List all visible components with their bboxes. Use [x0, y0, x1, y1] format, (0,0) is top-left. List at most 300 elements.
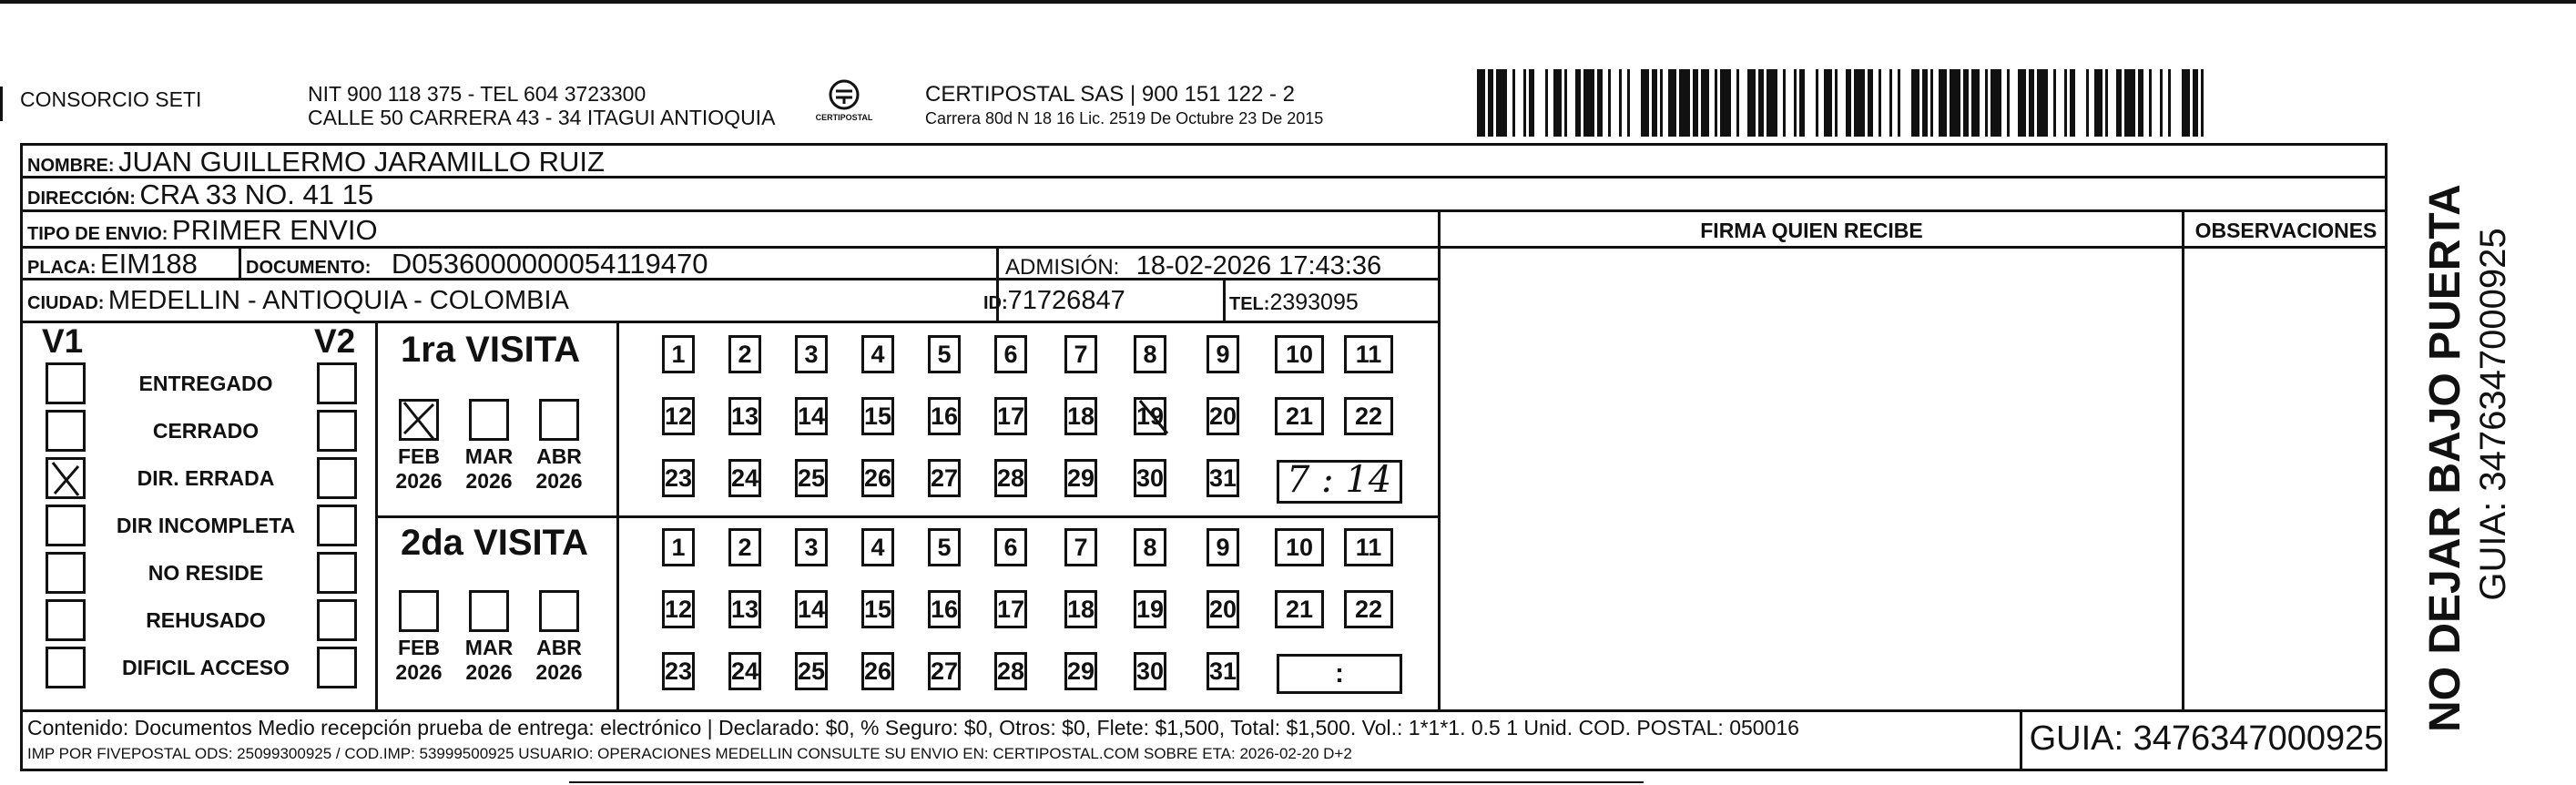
documento-value: D0536000000054119470: [391, 248, 708, 280]
barcode-bar: [1991, 69, 2001, 137]
day-box[interactable]: [994, 652, 1027, 690]
day-box[interactable]: [1064, 397, 1097, 435]
day-box[interactable]: [728, 335, 761, 373]
day-box[interactable]: [1207, 459, 1239, 497]
barcode-bar: [1767, 69, 1777, 137]
day-box[interactable]: [795, 335, 828, 373]
v2-checkbox[interactable]: [317, 457, 357, 499]
barcode-bar: [2018, 69, 2026, 137]
barcode-bar: [2007, 69, 2010, 137]
barcode-bar: [1488, 69, 1493, 137]
barcode-bar: [1971, 69, 1980, 137]
barcode-bar: [1720, 69, 1731, 137]
license-line: Carrera 80d N 18 16 Lic. 2519 De Octubre 23 De 2015: [925, 109, 1324, 127]
placa-row: [27, 248, 198, 280]
day-box[interactable]: [1344, 397, 1393, 435]
barcode-bar: [1575, 69, 1581, 137]
reason-label: ENTREGADO: [138, 372, 273, 395]
barcode-bar: [1879, 69, 1881, 137]
reason-label: DIR. ERRADA: [137, 466, 275, 490]
day-number: 19: [1136, 596, 1165, 623]
row-line: [1439, 246, 2388, 249]
month-checkbox[interactable]: [539, 399, 579, 441]
day-number: 4: [871, 534, 885, 561]
day-box[interactable]: [662, 335, 695, 373]
barcode-bar: [1545, 69, 1548, 137]
day-box[interactable]: [662, 652, 695, 690]
day-box[interactable]: [928, 335, 961, 373]
day-box[interactable]: [728, 397, 761, 435]
barcode: [1477, 69, 2211, 137]
barcode-bar: [1679, 69, 1690, 137]
day-number: 17: [997, 403, 1025, 430]
side-warning: NO DEJAR BAJO PUERTA: [2421, 184, 2469, 732]
barcode-bar: [2116, 69, 2122, 137]
barcode-bar: [1619, 69, 1622, 137]
day-number: 7: [1074, 341, 1088, 368]
day-number: 6: [1003, 534, 1018, 561]
day-box[interactable]: [994, 590, 1027, 628]
barcode-bar: [2201, 69, 2204, 137]
first-visit-title: 1ra VISITA: [401, 330, 581, 370]
day-box[interactable]: [1344, 590, 1393, 628]
day-mark-icon: [1136, 397, 1173, 439]
barcode-bar: [1963, 69, 1969, 137]
day-box[interactable]: [1207, 528, 1239, 566]
day-box[interactable]: [928, 652, 961, 690]
day-box[interactable]: [1275, 335, 1324, 373]
barcode-bar: [1608, 69, 1611, 137]
barcode-bar: [2160, 69, 2163, 137]
day-box[interactable]: [1275, 397, 1324, 435]
month-label: [387, 636, 451, 685]
day-box[interactable]: [861, 459, 894, 497]
day-number: 16: [931, 403, 959, 430]
barcode-bar: [1512, 69, 1515, 137]
reason-label: REHUSADO: [146, 608, 266, 632]
day-number: 10: [1285, 341, 1314, 368]
barcode-bar: [1553, 69, 1562, 137]
day-number: 30: [1136, 658, 1165, 685]
day-number: 9: [1216, 341, 1230, 368]
day-box[interactable]: [1275, 590, 1324, 628]
bottom-line: [569, 781, 1644, 783]
barcode-bar: [2149, 69, 2152, 137]
day-number: 10: [1285, 534, 1314, 561]
barcode-bar: [2037, 69, 2048, 137]
nombre-row: [27, 146, 605, 178]
barcode-bar: [1922, 69, 1928, 137]
v2-header: V2: [314, 322, 356, 360]
day-number: 24: [731, 464, 759, 492]
barcode-bar: [1950, 69, 1960, 137]
documento-row: [246, 248, 708, 280]
day-number: 14: [798, 596, 826, 623]
v1-checkbox[interactable]: [46, 505, 86, 546]
first-visit-time-box[interactable]: [1277, 460, 1402, 504]
row-line: [20, 209, 2388, 212]
day-number: 9: [1216, 534, 1230, 561]
barcode-bar: [2064, 69, 2067, 137]
day-box[interactable]: [1344, 335, 1393, 373]
logo-text: CERTIPOSTAL: [815, 113, 873, 122]
day-number: 2: [738, 534, 752, 561]
day-box[interactable]: [795, 528, 828, 566]
day-box[interactable]: [994, 335, 1027, 373]
day-number: 12: [665, 403, 693, 430]
v1-checkbox[interactable]: [46, 410, 86, 452]
barcode-bar: [1583, 69, 1594, 137]
day-number: 31: [1209, 658, 1237, 685]
check-mark-icon: [399, 399, 439, 441]
day-box[interactable]: [662, 590, 695, 628]
day-number: 28: [997, 658, 1025, 685]
barcode-bar: [1854, 69, 1865, 137]
barcode-bar: [1564, 69, 1567, 137]
month-name: MAR: [464, 636, 514, 659]
day-box[interactable]: [795, 459, 828, 497]
barcode-bar: [1985, 69, 1988, 137]
barcode-bar: [2053, 69, 2056, 137]
direccion-value: CRA 33 NO. 41 15: [139, 178, 374, 210]
row-line: [377, 515, 1440, 518]
v2-checkbox[interactable]: [317, 410, 357, 452]
month-name: MAR: [464, 444, 514, 468]
day-box[interactable]: [1064, 335, 1097, 373]
day-number: 8: [1143, 341, 1157, 368]
month-year: 2026: [395, 660, 443, 684]
day-number: 19: [1136, 403, 1165, 430]
day-number: 26: [864, 658, 892, 685]
day-number: 15: [864, 403, 892, 430]
documento-label: DOCUMENTO:: [246, 258, 372, 278]
direccion-label: DIRECCIÓN:: [27, 189, 136, 209]
barcode-bar: [1477, 69, 1485, 137]
day-number: 18: [1067, 596, 1095, 623]
month-year: 2026: [535, 660, 583, 684]
month-checkbox[interactable]: [469, 590, 509, 632]
barcode-bar: [1641, 69, 1649, 137]
day-box[interactable]: [861, 335, 894, 373]
barcode-bar: [1668, 69, 1676, 137]
day-box[interactable]: [1207, 397, 1239, 435]
day-box[interactable]: [1134, 528, 1166, 566]
barcode-bar: [1627, 69, 1630, 137]
day-number: 21: [1285, 403, 1314, 430]
barcode-bar: [2168, 69, 2171, 137]
day-box[interactable]: [861, 397, 894, 435]
v1-header: V1: [42, 322, 84, 360]
barcode-bar: [1898, 69, 1900, 137]
barcode-bar: [1758, 69, 1764, 137]
day-box[interactable]: [728, 590, 761, 628]
nit-line: NIT 900 118 375 - TEL 604 3723300: [308, 82, 647, 106]
v1-checkbox[interactable]: [46, 457, 86, 499]
day-number: 2: [738, 341, 752, 368]
certipostal-logo: [812, 78, 876, 129]
day-number: 11: [1355, 341, 1382, 368]
month-label: [527, 444, 591, 494]
direccion-row: [27, 178, 373, 211]
month-name: ABR: [536, 636, 582, 659]
barcode-bar: [2105, 69, 2108, 137]
barcode-bar: [1816, 69, 1818, 137]
month-checkbox[interactable]: [469, 399, 509, 441]
day-number: 24: [731, 658, 759, 685]
barcode-bar: [1736, 69, 1739, 137]
v1-checkbox[interactable]: [46, 552, 86, 594]
admision-label: ADMISIÓN:: [1005, 255, 1120, 280]
second-visit-time-box[interactable]: [1277, 654, 1402, 694]
nombre-value: JUAN GUILLERMO JARAMILLO RUIZ: [118, 146, 605, 178]
day-number: 22: [1354, 403, 1383, 430]
day-number: 23: [665, 658, 693, 685]
col-line: [2020, 709, 2022, 771]
month-checkbox[interactable]: [399, 590, 439, 632]
month-name: ABR: [536, 444, 582, 468]
day-box[interactable]: [1134, 652, 1166, 690]
barcode-bar: [1824, 69, 1832, 137]
day-number: 3: [804, 341, 819, 368]
barcode-bar: [1496, 69, 1507, 137]
day-box[interactable]: [861, 528, 894, 566]
barcode-bar: [2086, 69, 2089, 137]
day-box[interactable]: [795, 652, 828, 690]
ciudad-label: CIUDAD:: [27, 293, 105, 313]
day-box[interactable]: [795, 590, 828, 628]
day-number: 29: [1067, 464, 1095, 492]
barcode-bar: [2193, 69, 2198, 137]
second-visit-title: 2da VISITA: [401, 523, 588, 563]
tipo-label: TIPO DE ENVIO:: [27, 224, 168, 244]
second-visit-time-separator: :: [1335, 658, 1344, 688]
barcode-bar: [1794, 69, 1797, 137]
day-number: 25: [798, 464, 826, 492]
day-number: 31: [1209, 464, 1237, 492]
tel-row: [1229, 290, 1359, 316]
day-box[interactable]: [994, 459, 1027, 497]
day-box[interactable]: [928, 397, 961, 435]
day-box[interactable]: [1207, 590, 1239, 628]
barcode-bar: [1715, 69, 1717, 137]
month-name: FEB: [398, 444, 440, 468]
first-visit-time: 7 : 14: [1287, 459, 1392, 501]
barcode-bar: [2124, 69, 2135, 137]
day-box[interactable]: [928, 528, 961, 566]
day-number: 15: [864, 596, 892, 623]
barcode-bar: [1529, 69, 1534, 137]
day-number: 4: [871, 341, 885, 368]
day-number: 13: [731, 596, 759, 623]
day-number: 18: [1067, 403, 1095, 430]
barcode-bar: [1597, 69, 1603, 137]
address-line: CALLE 50 CARRERA 43 - 34 ITAGUI ANTIOQUIA: [308, 106, 776, 129]
month-year: 2026: [465, 660, 513, 684]
v1-checkbox[interactable]: [46, 599, 86, 641]
barcode-bar: [2138, 69, 2143, 137]
day-number: 14: [798, 403, 826, 430]
id-label: ID:: [983, 293, 1008, 313]
barcode-bar: [1846, 69, 1851, 137]
row-line: [20, 321, 1441, 323]
barcode-bar: [1799, 69, 1805, 137]
tel-label: TEL:: [1229, 294, 1270, 314]
day-box[interactable]: [1134, 397, 1166, 435]
top-border: [0, 0, 2576, 4]
tipo-row: [27, 214, 378, 247]
left-edge: [0, 87, 3, 121]
tipo-value: PRIMER ENVIO: [171, 214, 378, 246]
day-box[interactable]: [728, 459, 761, 497]
col-line: [1223, 278, 1226, 322]
day-number: 26: [864, 464, 892, 492]
day-number: 8: [1143, 534, 1157, 561]
barcode-bar: [1889, 69, 1892, 137]
reason-label: CERRADO: [152, 419, 260, 443]
day-number: 11: [1355, 534, 1382, 561]
day-box[interactable]: [1134, 590, 1166, 628]
month-year: 2026: [395, 469, 443, 493]
v2-checkbox[interactable]: [317, 362, 357, 404]
reason-label: NO RESIDE: [148, 561, 264, 585]
barcode-bar: [1911, 69, 1919, 137]
day-box[interactable]: [1344, 528, 1393, 566]
id-value: 71726847: [1007, 286, 1125, 315]
barcode-bar: [1835, 69, 1838, 137]
barcode-bar: [1701, 69, 1709, 137]
day-box[interactable]: [1064, 590, 1097, 628]
day-number: 20: [1209, 403, 1237, 430]
month-year: 2026: [465, 469, 513, 493]
day-box[interactable]: [728, 528, 761, 566]
day-box[interactable]: [1064, 459, 1097, 497]
day-number: 16: [931, 596, 959, 623]
barcode-bar: [1868, 69, 1873, 137]
day-number: 23: [665, 464, 693, 492]
month-label: [527, 636, 591, 685]
day-box[interactable]: [662, 459, 695, 497]
day-number: 7: [1074, 534, 1088, 561]
barcode-bar: [1747, 69, 1756, 137]
barcode-bar: [1652, 69, 1657, 137]
barcode-bar: [2070, 69, 2075, 137]
day-box[interactable]: [928, 590, 961, 628]
month-year: 2026: [535, 469, 583, 493]
day-box[interactable]: [1207, 652, 1239, 690]
company-name: CONSORCIO SETI: [20, 87, 202, 111]
day-box[interactable]: [861, 652, 894, 690]
day-number: 20: [1209, 596, 1237, 623]
barcode-bar: [1930, 69, 1933, 137]
placa-value: EIM188: [100, 248, 198, 280]
month-label: [457, 636, 521, 685]
day-number: 6: [1003, 341, 1018, 368]
barcode-bar: [1783, 69, 1786, 137]
tel-value: 2393095: [1269, 290, 1359, 315]
day-number: 3: [804, 534, 819, 561]
barcode-bar: [1523, 69, 1526, 137]
day-box[interactable]: [1064, 652, 1097, 690]
day-number: 22: [1354, 596, 1383, 623]
v1-checkbox[interactable]: [46, 362, 86, 404]
check-mark-icon: [46, 457, 86, 499]
day-box[interactable]: [1134, 459, 1166, 497]
id-row: [983, 286, 1125, 316]
day-box[interactable]: [1207, 335, 1239, 373]
day-box[interactable]: [662, 397, 695, 435]
footer-guia: GUIA: 3476347000925: [2029, 719, 2384, 758]
month-label: [387, 444, 451, 494]
barcode-bar: [1660, 69, 1663, 137]
admision-row: [1005, 251, 1381, 281]
month-checkbox[interactable]: [399, 399, 439, 441]
nombre-label: NOMBRE:: [27, 156, 115, 176]
day-box[interactable]: [1134, 335, 1166, 373]
barcode-bar: [1939, 69, 1947, 137]
imp-line: IMP POR FIVEPOSTAL ODS: 25099300925 / COD.IMP: 53999500925 USUARIO: OPERACIONES MEDELLIN CONSULTE SU ENVIO EN: CERTIPOSTAL.COM SOBRE ETA: 2026-02-20 D+2: [27, 745, 1352, 762]
day-box[interactable]: [1064, 528, 1097, 566]
day-number: 1: [671, 534, 686, 561]
day-number: 5: [937, 341, 952, 368]
day-number: 27: [931, 658, 959, 685]
day-number: 5: [937, 534, 952, 561]
month-checkbox[interactable]: [539, 590, 579, 632]
day-box[interactable]: [994, 528, 1027, 566]
day-number: 29: [1067, 658, 1095, 685]
day-number: 27: [931, 464, 959, 492]
day-box[interactable]: [728, 652, 761, 690]
day-number: 1: [671, 341, 686, 368]
v2-checkbox[interactable]: [317, 505, 357, 546]
ciudad-row: [27, 286, 569, 316]
admision-value: 18-02-2026 17:43:36: [1135, 251, 1382, 280]
col-line: [1438, 211, 1441, 710]
day-box[interactable]: [795, 397, 828, 435]
v2-checkbox[interactable]: [317, 552, 357, 594]
col-line: [239, 246, 241, 280]
reason-label: DIR INCOMPLETA: [116, 514, 296, 537]
day-number: 28: [997, 464, 1025, 492]
barcode-bar: [2182, 69, 2190, 137]
day-number: 21: [1285, 596, 1314, 623]
day-number: 25: [798, 658, 826, 685]
ciudad-value: MEDELLIN - ANTIOQUIA - COLOMBIA: [107, 286, 569, 315]
observaciones-label: OBSERVACIONES: [2194, 219, 2377, 242]
barcode-bar: [1693, 69, 1698, 137]
firma-label: FIRMA QUIEN RECIBE: [1700, 219, 1923, 242]
day-number: 30: [1136, 464, 1165, 492]
day-box[interactable]: [928, 459, 961, 497]
placa-label: PLACA:: [27, 258, 97, 278]
v1-checkbox[interactable]: [46, 647, 86, 688]
month-label: [457, 444, 521, 494]
barcode-bar: [2094, 69, 2103, 137]
contenido-line: Contenido: Documentos Medio recepción prueba de entrega: electrónico | Declarado: $0, % Seguro: $0, Otros: $0, Flete: $1,500, Total: $1,500. Vol.: 1*1*1. 0.5 1 Unid. COD. POSTAL: 050016: [27, 716, 1799, 739]
reason-label: DIFICIL ACCESO: [121, 656, 290, 679]
col-line: [2182, 211, 2184, 710]
v2-checkbox[interactable]: [317, 647, 357, 688]
day-box[interactable]: [662, 528, 695, 566]
v2-checkbox[interactable]: [317, 599, 357, 641]
day-number: 13: [731, 403, 759, 430]
barcode-bar: [2029, 69, 2034, 137]
month-name: FEB: [398, 636, 440, 659]
day-box[interactable]: [994, 397, 1027, 435]
day-number: 12: [665, 596, 693, 623]
day-box[interactable]: [1275, 528, 1324, 566]
certipostal-line: CERTIPOSTAL SAS | 900 151 122 - 2: [925, 82, 1295, 107]
day-box[interactable]: [861, 590, 894, 628]
